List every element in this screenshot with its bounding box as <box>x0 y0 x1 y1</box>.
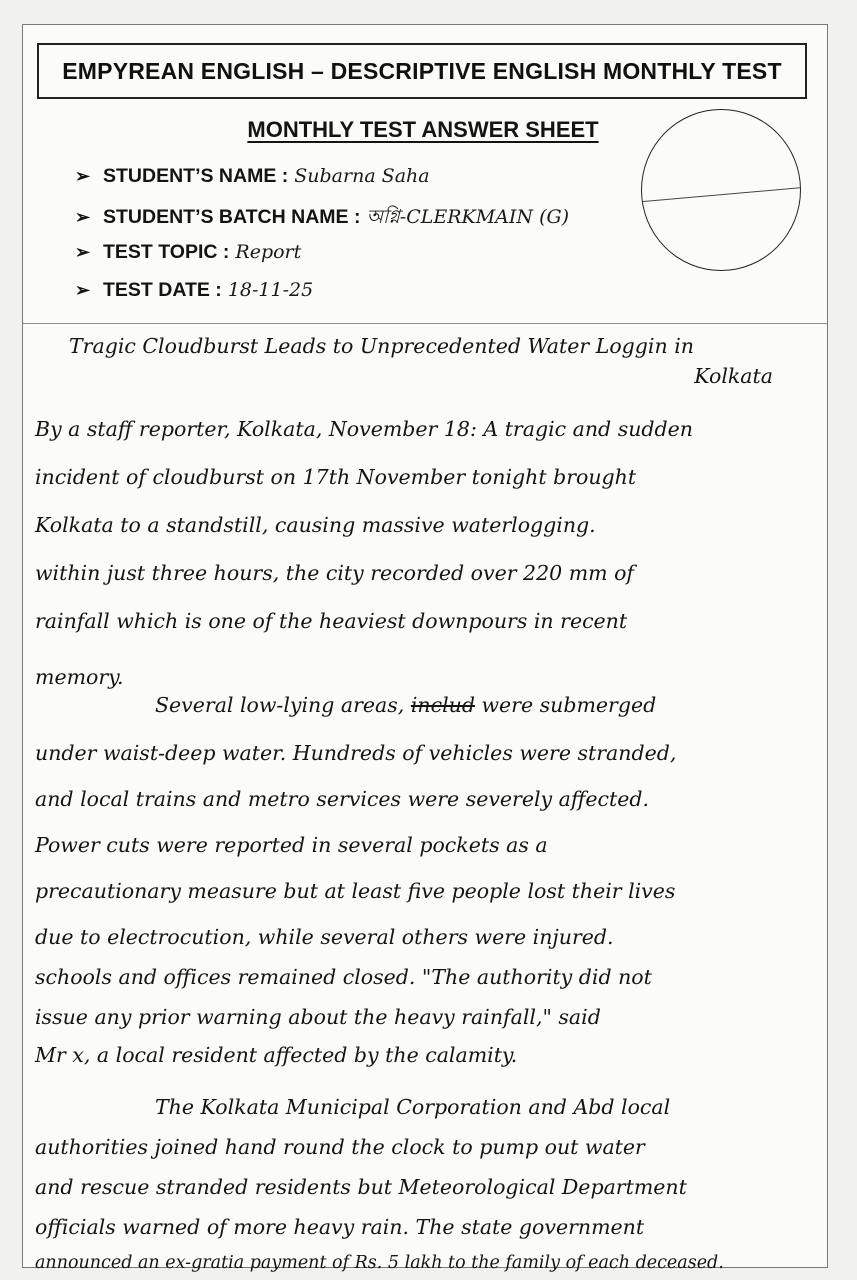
answer-line: The Kolkata Municipal Corporation and Abd local <box>155 1095 671 1119</box>
arrow-bullet-icon: ➢ <box>75 242 91 262</box>
field-test-topic <box>75 241 655 279</box>
answer-line-continued: were submerged <box>481 693 657 717</box>
title-box <box>37 43 807 99</box>
marks-circle <box>641 109 801 271</box>
answer-line: Kolkata to a standstill, causing massive waterlogging. <box>35 513 596 537</box>
answer-line: Power cuts were reported in several pockets as a <box>35 833 548 857</box>
arrow-bullet-icon: ➢ <box>75 280 91 300</box>
answer-line: and local trains and metro services were severely affected. <box>35 787 650 811</box>
field-value: Report <box>235 241 302 263</box>
arrow-bullet-icon: ➢ <box>75 166 91 186</box>
answer-sheet <box>22 24 828 1273</box>
student-fields <box>75 165 655 317</box>
answer-line: officials warned of more heavy rain. The state government <box>35 1215 645 1239</box>
answer-line: rainfall which is one of the heaviest downpours in recent <box>35 609 628 633</box>
answer-line: schools and offices remained closed. "The authority did not <box>35 965 652 989</box>
field-label: STUDENT’S NAME : <box>103 165 289 187</box>
field-value: 18-11-25 <box>227 279 314 301</box>
field-value: Subarna Saha <box>294 165 430 187</box>
answer-line: within just three hours, the city recorded over 220 mm of <box>35 561 635 585</box>
test-title: EMPYREAN ENGLISH – DESCRIPTIVE ENGLISH MONTHLY TEST <box>62 57 782 84</box>
section-divider <box>23 323 827 324</box>
answer-heading-line2: Kolkata <box>694 364 773 388</box>
answer-heading <box>69 331 809 391</box>
answer-line: Mr x, a local resident affected by the calamity. <box>35 1043 518 1067</box>
answer-line-paragraph2 <box>35 693 857 717</box>
field-label: STUDENT’S BATCH NAME : <box>103 206 361 228</box>
arrow-bullet-icon: ➢ <box>75 207 91 227</box>
field-label: TEST TOPIC : <box>103 241 230 263</box>
field-student-name <box>75 165 655 203</box>
sheet-subtitle: MONTHLY TEST ANSWER SHEET <box>247 117 599 142</box>
answer-line: under waist-deep water. Hundreds of vehicles were stranded, <box>35 741 677 765</box>
answer-line: and rescue stranded residents but Meteorological Department <box>35 1175 687 1199</box>
answer-line: incident of cloudburst on 17th November tonight brought <box>35 465 637 489</box>
answer-line: announced an ex-gratia payment of Rs. 5 lakh to the family of each deceased. <box>35 1253 724 1273</box>
answer-line: due to electrocution, while several others were injured. <box>35 925 614 949</box>
answer-line: issue any prior warning about the heavy rainfall," said <box>35 1005 601 1029</box>
answer-line: By a staff reporter, Kolkata, November 18: A tragic and sudden <box>35 417 694 441</box>
field-value: অগ্নি-CLERKMAIN (G) <box>366 206 570 228</box>
answer-line: precautionary measure but at least five people lost their lives <box>35 879 676 903</box>
answer-line: Several low-lying areas, <box>155 693 405 717</box>
field-test-date <box>75 279 655 317</box>
field-label: TEST DATE : <box>103 279 222 301</box>
answer-line: memory. <box>35 665 124 689</box>
field-batch-name <box>75 203 655 241</box>
answer-heading-line1: Tragic Cloudburst Leads to Unprecedented Water Loggin in <box>69 334 694 358</box>
struck-word: includ <box>410 693 475 717</box>
answer-line: authorities joined hand round the clock to pump out water <box>35 1135 645 1159</box>
marks-divider-line <box>641 187 801 203</box>
